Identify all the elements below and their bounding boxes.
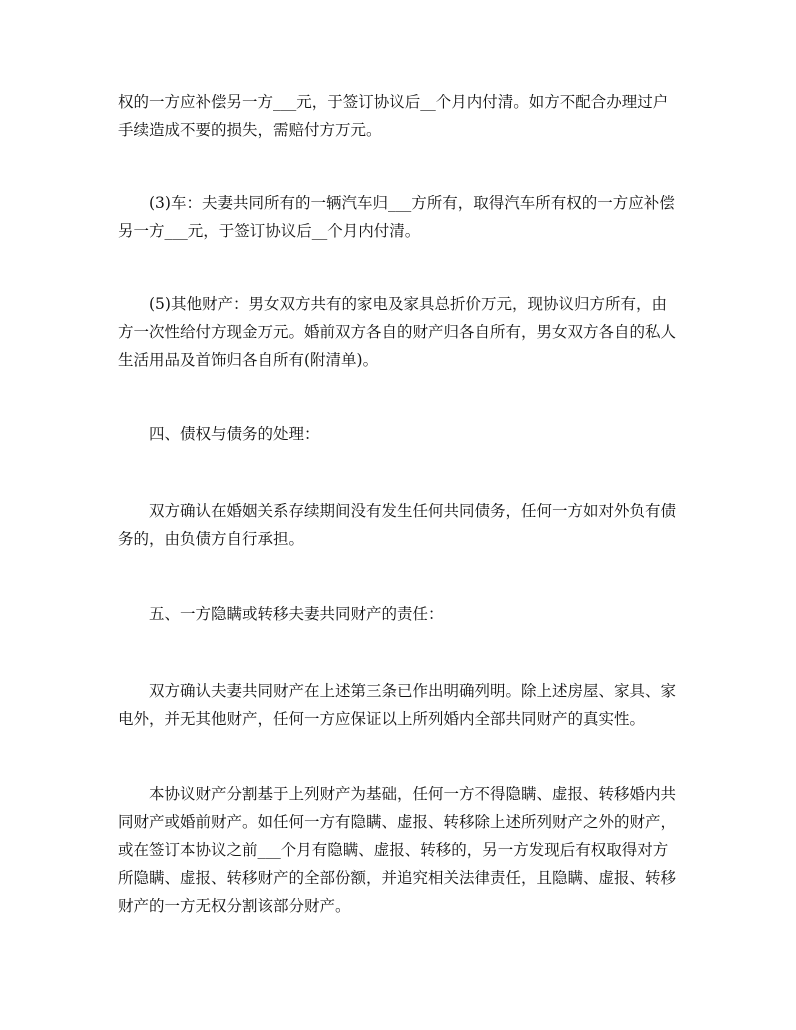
text-line: 权的一方应补偿另一方___元，于签订协议后__个月内付清。如方不配合办理过户 xyxy=(118,93,669,111)
text-line: 手续造成不要的损失，需赔付方万元。 xyxy=(118,121,382,139)
text-line: 五、一方隐瞒或转移夫妻共同财产的责任： xyxy=(149,605,444,623)
paragraph-car xyxy=(118,189,678,245)
heading-debts xyxy=(118,420,678,448)
text-line: 另一方___元，于签订协议后__个月内付清。 xyxy=(118,222,421,240)
paragraph-debts xyxy=(118,497,678,553)
text-line: 四、债权与债务的处理： xyxy=(149,425,320,443)
paragraph-property-confirmation xyxy=(118,677,678,733)
text-line: 财产的一方无权分割该部分财产。 xyxy=(118,897,351,915)
text-line: 本协议财产分割基于上列财产为基础，任何一方不得隐瞒、虚报、转移婚内共 xyxy=(149,785,677,803)
heading-concealment-liability xyxy=(118,600,678,628)
text-line: 或在签订本协议之前___个月有隐瞒、虚报、转移的，另一方发现后有权取得对方 xyxy=(118,841,669,859)
text-line: (5)其他财产：男女双方共有的家电及家具总折价万元，现协议归方所有，由 xyxy=(149,295,667,313)
text-line: 务的，由负债方自行承担。 xyxy=(118,530,305,548)
paragraph-compensation-continued xyxy=(118,88,678,144)
text-line: 双方确认在婚姻关系存续期间没有发生任何共同债务，任何一方如对外负有债 xyxy=(149,502,677,520)
text-line: 电外，并无其他财产，任何一方应保证以上所列婚内全部共同财产的真实性。 xyxy=(118,710,646,728)
text-line: 生活用品及首饰归各自所有(附清单)。 xyxy=(118,351,379,369)
text-line: 方一次性给付方现金万元。婚前双方各自的财产归各自所有，男女双方各自的私人 xyxy=(118,323,677,341)
paragraph-other-property xyxy=(118,290,678,374)
paragraph-division-basis xyxy=(118,780,678,920)
text-line: 所隐瞒、虚报、转移财产的全部份额，并追究相关法律责任，且隐瞒、虚报、转移 xyxy=(118,869,677,887)
text-line: 同财产或婚前财产。如任何一方有隐瞒、虚报、转移除上述所列财产之外的财产， xyxy=(118,813,677,831)
text-line: 双方确认夫妻共同财产在上述第三条已作出明确列明。除上述房屋、家具、家 xyxy=(149,682,677,700)
text-line: (3)车：夫妻共同所有的一辆汽车归___方所有，取得汽车所有权的一方应补偿 xyxy=(149,194,675,212)
